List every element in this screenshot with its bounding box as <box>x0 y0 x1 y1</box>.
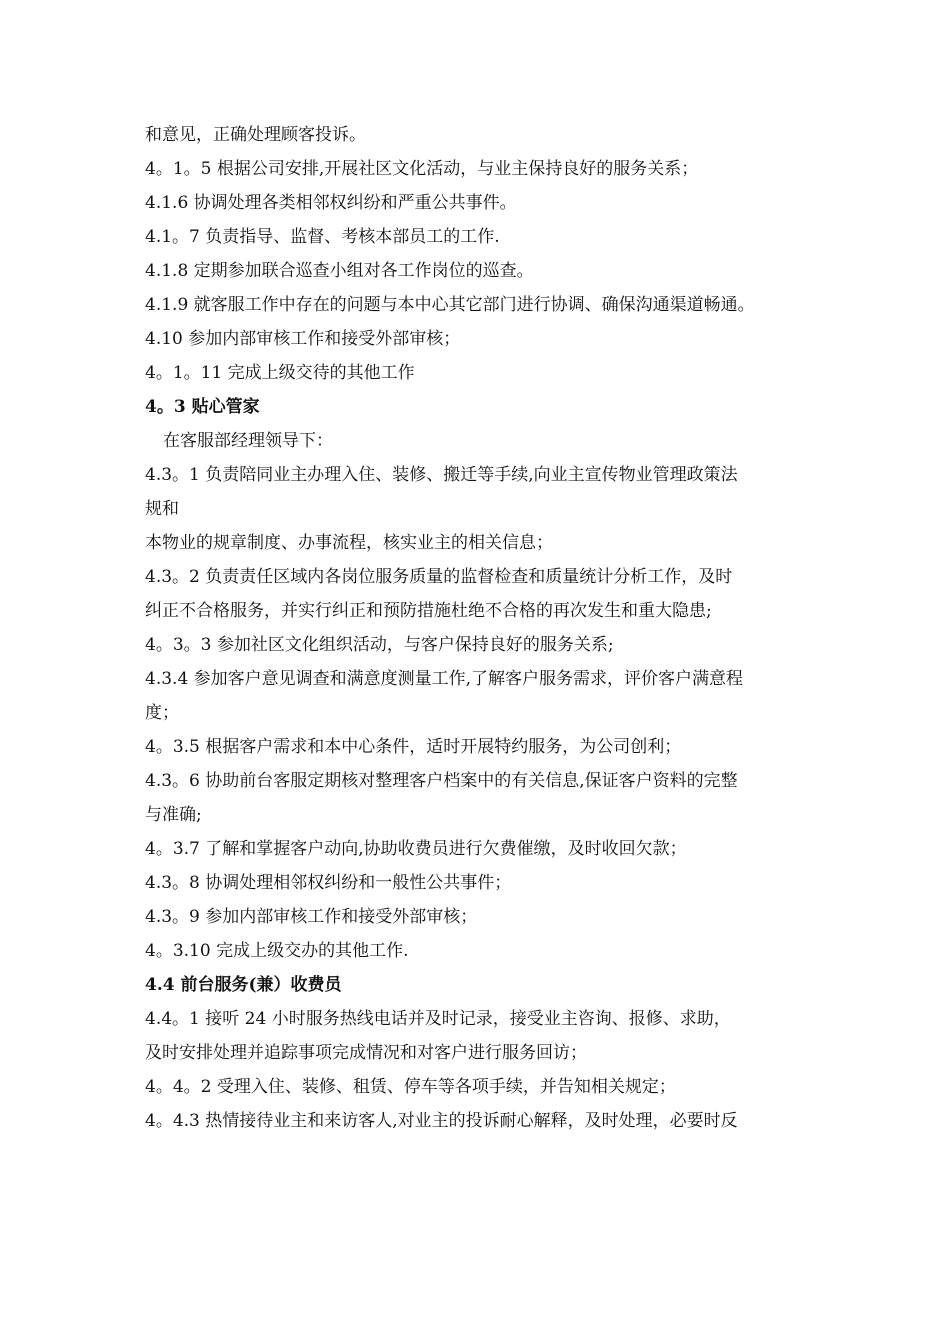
section-heading: 4。3 贴心管家 <box>145 397 260 417</box>
text-line: 4。3.10 完成上级交办的其他工作. <box>145 941 409 961</box>
text-line: 4.1.6 协调处理各类相邻权纠纷和严重公共事件。 <box>145 193 517 213</box>
text-line: 4.4。1 接听 24 小时服务热线电话并及时记录，接受业主咨询、报修、求助， <box>145 1009 731 1029</box>
text-line: 4.1。7 负责指导、监督、考核本部员工的工作. <box>145 227 500 247</box>
text-line: 4.3。1 负责陪同业主办理入住、装修、搬迁等手续,向业主宣传物业管理政策法 <box>145 465 738 485</box>
text-line: 4.3。6 协助前台客服定期核对整理客户档案中的有关信息,保证客户资料的完整 <box>145 771 738 791</box>
text-line: 4。4。2 受理入住、装修、租赁、停车等各项手续，并告知相关规定； <box>145 1077 676 1097</box>
text-line: 4。3。3 参加社区文化组织活动，与客户保持良好的服务关系; <box>145 635 614 655</box>
text-line: 及时安排处理并追踪事项完成情况和对客户进行服务回访； <box>145 1043 587 1063</box>
text-line: 在客服部经理领导下： <box>163 431 333 451</box>
text-line: 4.3.4 参加客户意见调查和满意度测量工作,了解客户服务需求，评价客户满意程 <box>145 669 744 689</box>
text-line: 4.1.8 定期参加联合巡查小组对各工作岗位的巡查。 <box>145 261 534 281</box>
text-line: 和意见，正确处理顾客投诉。 <box>145 125 366 145</box>
text-line: 4.3。2 负责责任区域内各岗位服务质量的监督检查和质量统计分析工作，及时 <box>145 567 733 587</box>
text-line: 本物业的规章制度、办事流程，核实业主的相关信息； <box>145 533 553 553</box>
text-line: 4。1。11 完成上级交待的其他工作 <box>145 363 415 383</box>
text-line: 度； <box>145 703 179 723</box>
text-line: 规和 <box>145 499 179 519</box>
text-line: 4.3。8 协调处理相邻权纠纷和一般性公共事件； <box>145 873 512 893</box>
text-line: 4。1。5 根据公司安排,开展社区文化活动，与业主保持良好的服务关系； <box>145 159 699 179</box>
text-line: 4.10 参加内部审核工作和接受外部审核； <box>145 329 461 349</box>
text-line: 4.1.9 就客服工作中存在的问题与本中心其它部门进行协调、确保沟通渠道畅通。 <box>145 295 755 315</box>
text-line: 与准确; <box>145 805 202 825</box>
text-line: 4.3。9 参加内部审核工作和接受外部审核； <box>145 907 478 927</box>
section-heading: 4.4 前台服务(兼）收费员 <box>145 975 342 995</box>
document-body <box>145 118 835 1138</box>
text-line: 4。3.5 根据客户需求和本中心条件，适时开展特约服务，为公司创利； <box>145 737 682 757</box>
text-line: 4。4.3 热情接待业主和来访客人,对业主的投诉耐心解释，及时处理，必要时反 <box>145 1111 738 1131</box>
text-line: 纠正不合格服务，并实行纠正和预防措施杜绝不合格的再次发生和重大隐患; <box>145 601 712 621</box>
text-line: 4。3.7 了解和掌握客户动向,协助收费员进行欠费催缴，及时收回欠款； <box>145 839 687 859</box>
